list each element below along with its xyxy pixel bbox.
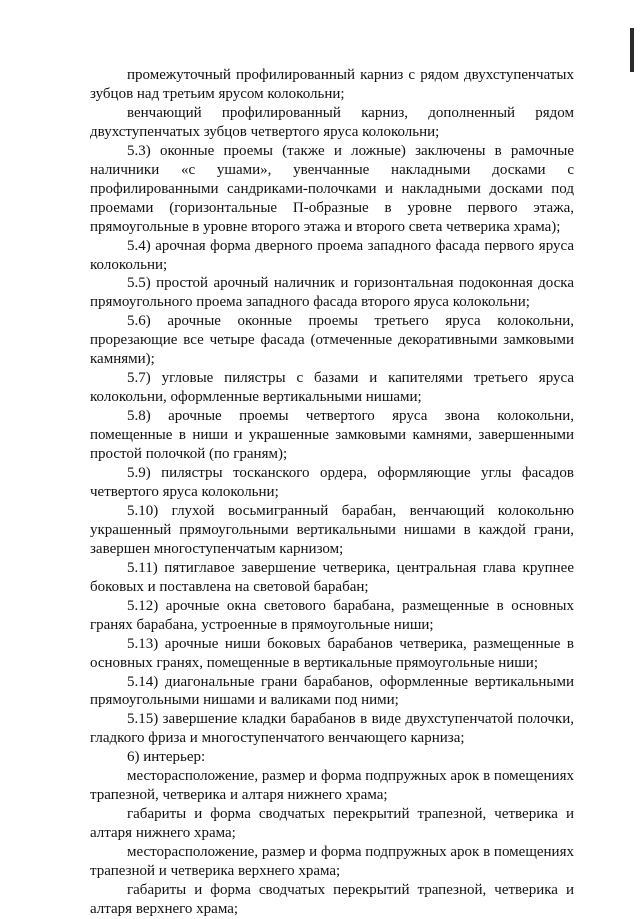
paragraph-5-14: 5.14) диагональные грани барабанов, оформленные вертикальными прямоугольными нишами и валиками под ними;: [90, 673, 574, 709]
paragraph-vaults-upper-church: габариты и форма сводчатых перекрытий трапезной, четверика и алтаря верхнего храма;: [90, 881, 574, 917]
paragraph-5-15: 5.15) завершение кладки барабанов в виде двухступенчатой полочки, гладкого фриза и многоступенчатого венчающего карниза;: [90, 711, 574, 747]
paragraph-5-4: 5.4) арочная форма дверного проема западного фасада первого яруса колокольни;: [90, 237, 574, 273]
paragraph-5-10: 5.10) глухой восьмигранный барабан, венчающий колокольню украшенный прямоугольными вертикальными нишами в каждой грани, завершен многоступенчатым карнизом;: [90, 502, 574, 557]
paragraph-5-7: 5.7) угловые пилястры с базами и капителями третьего яруса колокольни, оформленные вертикальными нишами;: [90, 370, 574, 406]
paragraph-5-8: 5.8) арочные проемы четвертого яруса звона колокольни, помещенные в ниши и украшенные замковыми камнями, завершенными простой полочкой (по граням);: [90, 408, 574, 463]
paragraph-5-13: 5.13) арочные ниши боковых барабанов четверика, размещенные в основных гранях, помещенные в вертикальные прямоугольные ниши;: [90, 635, 574, 671]
paragraph-5-5: 5.5) простой арочный наличник и горизонтальная подоконная доска прямоугольного проема западного фасада второго яруса колокольни;: [90, 275, 574, 311]
paragraph-6-interior: 6) интерьер:: [127, 749, 206, 766]
scan-edge-mark: [630, 28, 634, 72]
paragraph-5-9: 5.9) пилястры тосканского ордера, оформляющие углы фасадов четвертого яруса колокольни;: [90, 465, 574, 500]
paragraph-vaults-lower-church: габариты и форма сводчатых перекрытий трапезной, четверика и алтаря нижнего храма;: [90, 806, 574, 842]
paragraph-crowning-cornice: венчающий профилированный карниз, дополненный рядом двухступенчатых зубцов четвертого яруса колокольни;: [90, 104, 574, 140]
paragraph-arches-upper-church: месторасположение, размер и форма подпружных арок в помещениях трапезной и четверика верхнего храма;: [90, 844, 574, 880]
paragraph-5-3: 5.3) оконные проемы (также и ложные) заключены в рамочные наличники «с ушами», увенчанные накладными досками с профилированными сандриками-полочками и накладными досками под проемами (горизонтальные П-образные в уровне первого этажа, прямоугольные в уровне второго этажа и второго света четверика храма);: [90, 142, 574, 235]
paragraph-intermediate-cornice: промежуточный профилированный карниз с рядом двухступенчатых зубцов над третьим ярусом колокольни;: [90, 67, 574, 102]
document-body: [90, 66, 574, 919]
paragraph-5-11: 5.11) пятиглавое завершение четверика, центральная глава крупнее боковых и поставлена на световой барабан;: [90, 559, 574, 595]
paragraph-5-12: 5.12) арочные окна светового барабана, размещенные в основных гранях барабана, устроенные в прямоугольные ниши;: [90, 597, 574, 633]
paragraph-arches-lower-church: месторасположение, размер и форма подпружных арок в помещениях трапезной, четверика и алтаря нижнего храма;: [90, 768, 574, 804]
paragraph-5-6: 5.6) арочные оконные проемы третьего яруса колокольни, прорезающие все четыре фасада (отмеченные декоративными замковыми камнями);: [90, 313, 574, 368]
